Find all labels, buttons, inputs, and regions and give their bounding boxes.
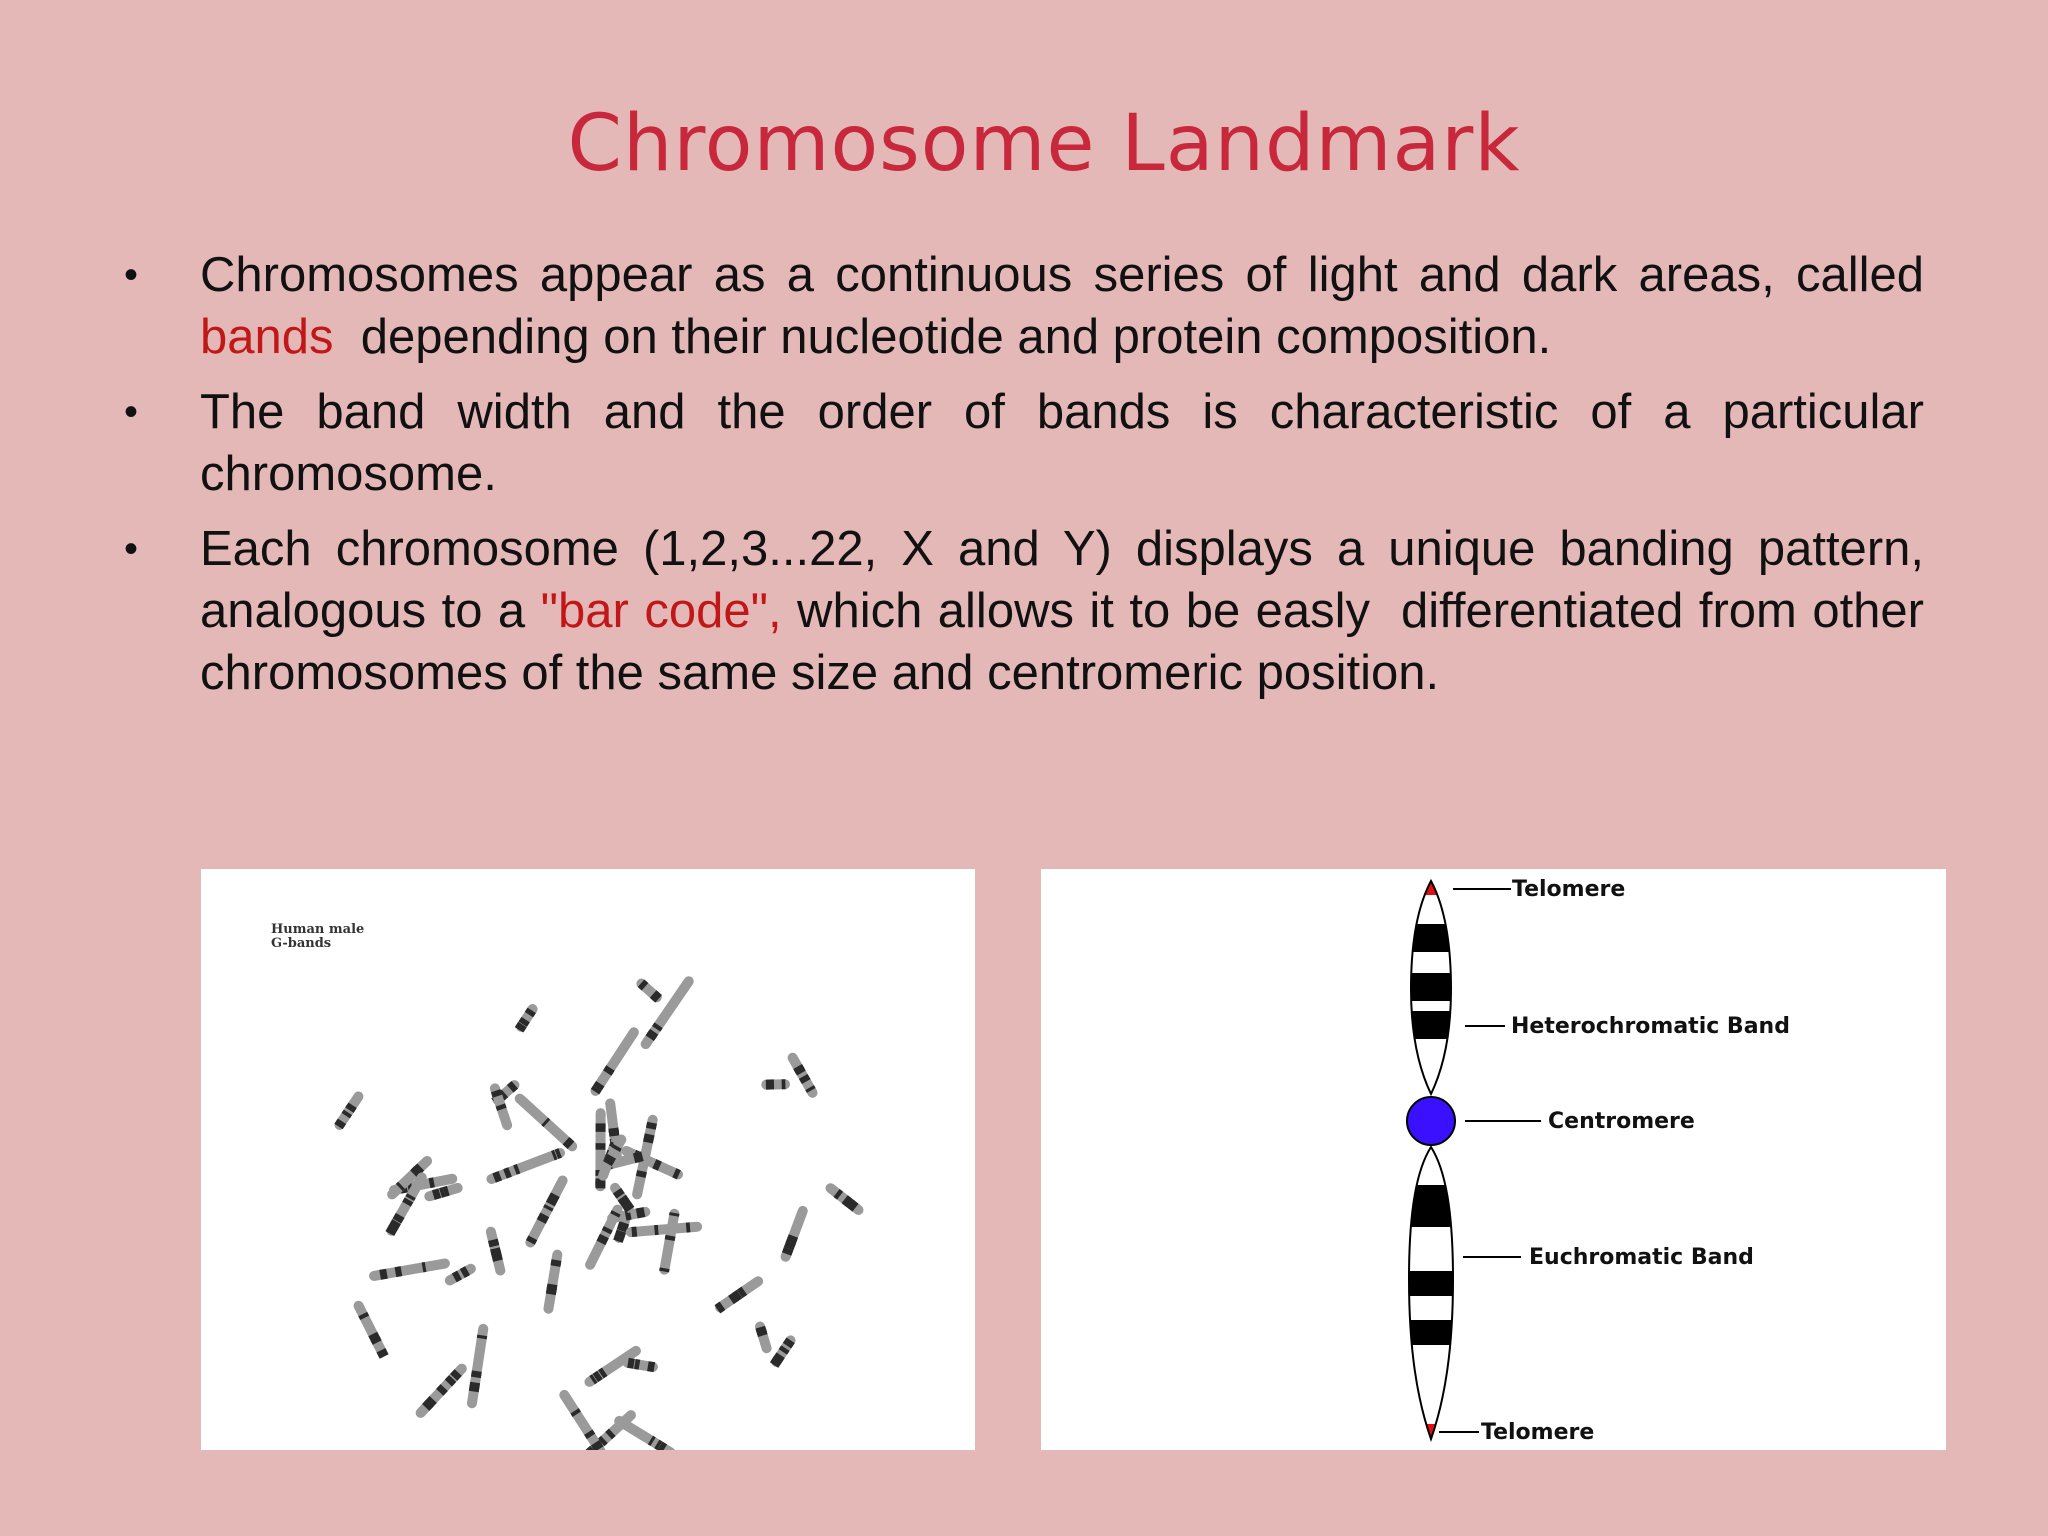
chromosome: [333, 1090, 366, 1132]
bullet-dot: •: [124, 253, 139, 297]
chromosome: [485, 1226, 507, 1277]
bullet-dot: •: [124, 527, 139, 571]
chromosome: [543, 1249, 563, 1315]
label-euchromatic-band: Euchromatic Band: [1529, 1245, 1754, 1270]
chromosome-diagram: [1041, 869, 1946, 1450]
bullet-text: Chromosomes appear as a continuous series of light and dark areas, called: [200, 248, 1924, 302]
label-telomere-bottom: Telomere: [1481, 1420, 1595, 1445]
chromosome-spread-image: [201, 869, 975, 1450]
micrograph-caption-line2: G-bands: [271, 936, 332, 951]
chromosome-spread: [333, 974, 866, 1450]
chromosome: [514, 1002, 539, 1034]
bullet-item-band-width: [120, 381, 1924, 505]
slide-title: Chromosome Landmark: [567, 99, 1521, 189]
chromosome: [368, 1258, 450, 1282]
chromosome: [779, 1205, 809, 1264]
bullet-text: The band width and the order of bands is characteristic of a particular chromosome.: [200, 385, 1924, 501]
dark-band: [1401, 1185, 1461, 1227]
chromosome: [634, 976, 663, 1004]
bullet-text: which allows it to be easly differentiated from other chromosomes of the same size and centromeric position.: [200, 584, 1938, 700]
chromosome: [612, 1414, 677, 1450]
chromosome: [513, 1092, 580, 1154]
highlight-bar-code: "bar code",: [540, 584, 782, 638]
bullet-list: [120, 244, 1938, 717]
dark-band: [1401, 973, 1461, 1001]
dark-band: [1401, 1011, 1461, 1039]
highlight-bands: bands: [200, 310, 334, 364]
dark-band: [1401, 924, 1461, 952]
centromere-dot: [1407, 1097, 1455, 1145]
chromosome: [352, 1299, 389, 1359]
bullet-dot: •: [124, 390, 139, 434]
chromosome: [761, 1079, 790, 1090]
chromosome: [659, 1208, 681, 1276]
micrograph-caption-line1: Human male: [271, 922, 365, 937]
chromosome: [824, 1181, 866, 1217]
chromosome: [524, 1174, 570, 1249]
chromosome-diagram-svg: [1041, 869, 1946, 1450]
label-centromere: Centromere: [1548, 1109, 1695, 1134]
chromosome: [466, 1323, 489, 1409]
chromosome: [754, 1320, 773, 1354]
bullet-item-bar-code: [120, 518, 1938, 704]
chromosome: [625, 1221, 702, 1237]
bullet-item-bands: [120, 244, 1924, 368]
chromosome: [589, 1025, 641, 1097]
bullet-text: Each chromosome (1,2,3...22, X and Y) displays a unique banding pattern, analogous to a: [200, 522, 1924, 638]
label-telomere-top: Telomere: [1512, 877, 1626, 902]
chromosome: [769, 1333, 797, 1368]
chromosome: [485, 1147, 566, 1186]
chromosome: [414, 1362, 469, 1420]
karyotype-micrograph: [201, 869, 975, 1450]
chromosome: [786, 1051, 820, 1100]
bullet-text: depending on their nucleotide and protein composition.: [333, 310, 1552, 364]
label-heterochromatic-band: Heterochromatic Band: [1511, 1014, 1790, 1039]
chromosome: [713, 1274, 765, 1314]
chromosome: [622, 1357, 659, 1373]
